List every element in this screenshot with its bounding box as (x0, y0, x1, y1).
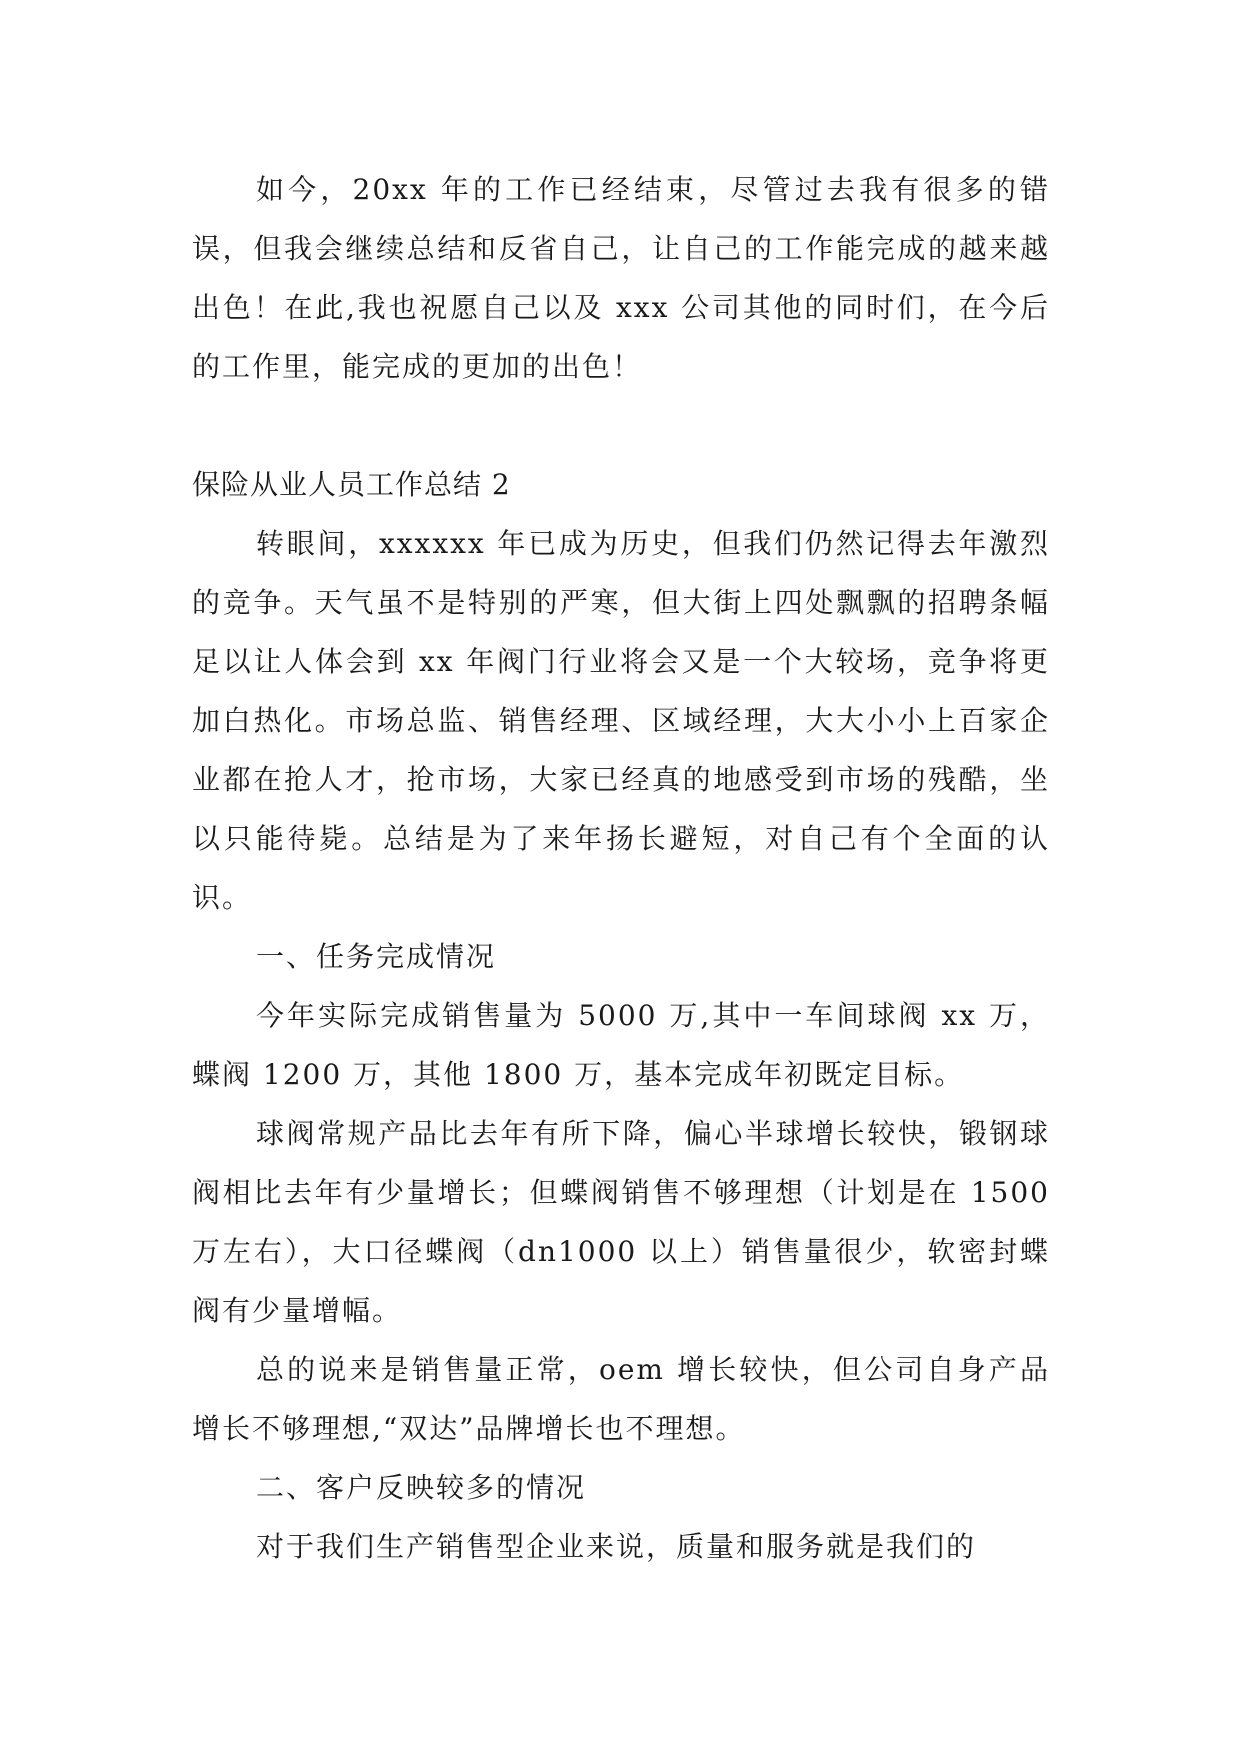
section-title: 保险从业人员工作总结 2 (192, 468, 511, 501)
heading-task-completion: 一、任务完成情况 (256, 940, 497, 973)
summary-paragraph: 总的说来是销售量正常，oem 增长较快，但公司自身产品增长不够理想,“双达”品牌增长也不理想。 (192, 1353, 1050, 1445)
quality-service-paragraph: 对于我们生产销售型企业来说，质量和服务就是我们的 (256, 1530, 977, 1563)
closing-paragraph: 如今，20xx 年的工作已经结束，尽管过去我有很多的错误，但我会继续总结和反省自己，让自己的工作能完成的越来越出色！在此,我也祝愿自己以及 xxx 公司其他的同时们，在今后的工作里，能完成的更加的出色！ (192, 173, 1050, 383)
sales-volume-paragraph: 今年实际完成销售量为 5000 万,其中一车间球阀 xx 万，蝶阀 1200 万，其他 1800 万，基本完成年初既定目标。 (192, 999, 1050, 1091)
intro-paragraph: 转眼间，xxxxxx 年已成为历史，但我们仍然记得去年激烈的竞争。天气虽不是特别的严寒，但大街上四处飘飘的招聘条幅足以让人体会到 xx 年阀门行业将会又是一个大较场，竞争将更加白热化。市场总监、销售经理、区域经理，大大小小上百家企业都在抢人才，抢市场，大家已经真的地感受到市场的残酷，坐以只能待毙。总结是为了来年扬长避短，对自己有个全面的认识。 (192, 527, 1050, 914)
heading-customer-feedback: 二、客户反映较多的情况 (256, 1471, 587, 1504)
product-breakdown-paragraph: 球阀常规产品比去年有所下降，偏心半球增长较快，锻钢球阀相比去年有少量增长；但蝶阀销售不够理想（计划是在 1500 万左右），大口径蝶阀（dn1000 以上）销售量很少，软密封蝶阀有少量增幅。 (192, 1117, 1050, 1327)
document-body (192, 160, 1050, 1576)
